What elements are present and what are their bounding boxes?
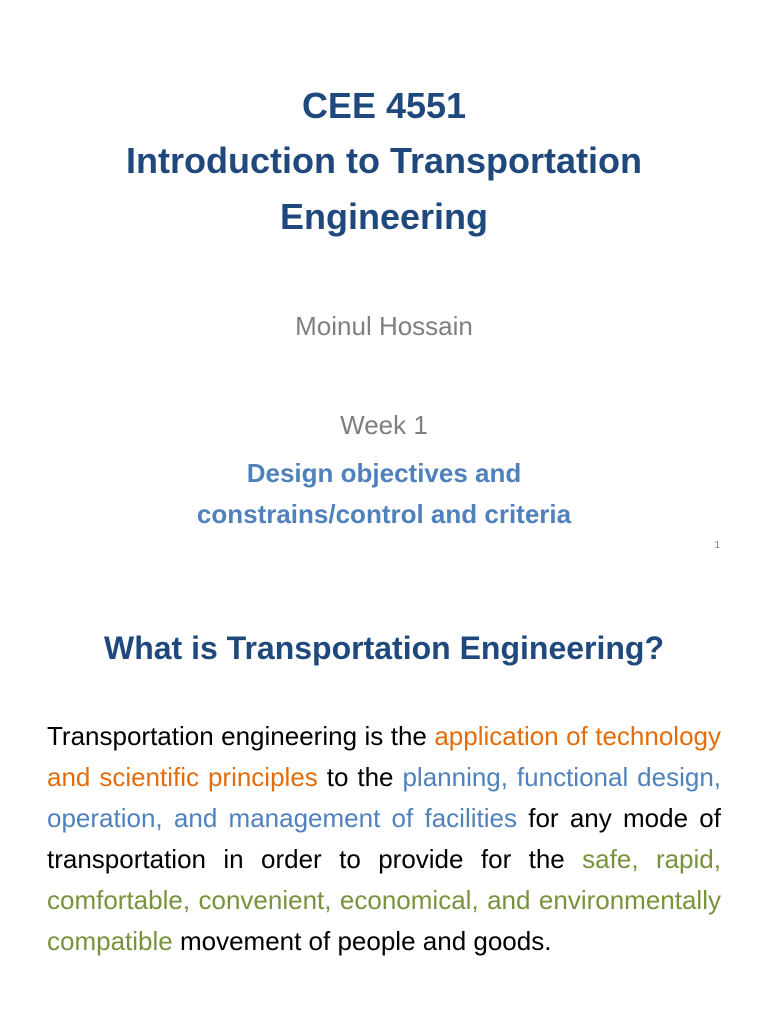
course-title-line-2: Engineering bbox=[279, 196, 489, 237]
definition-highlight-qualities: safe, rapid, comfortable, convenient, economical, and environmentally compatible bbox=[47, 844, 721, 956]
definition-highlight-application: application of technology and scientific principles bbox=[47, 721, 721, 792]
course-title-line-1: Introduction to Transportation bbox=[126, 140, 642, 181]
page-number: 1 bbox=[714, 540, 720, 551]
topic-line-1: Design objectives and bbox=[246, 458, 522, 488]
definition-highlight-activities: planning, functional design, operation, and management of facilities bbox=[47, 762, 722, 833]
definition-text-1: Transportation engineering is the bbox=[47, 721, 435, 751]
definition-text-3: for any mode of transportation in order to provide for the bbox=[47, 803, 721, 874]
definition-text-2: to the bbox=[317, 762, 403, 792]
definition-paragraph bbox=[47, 716, 721, 962]
topic-line-2: constrains/control and criteria bbox=[196, 499, 572, 529]
slide-2 bbox=[0, 576, 768, 1024]
author-name: Moinul Hossain bbox=[295, 311, 473, 341]
course-code: CEE 4551 bbox=[301, 85, 467, 126]
definition-text-4: movement of people and goods. bbox=[172, 926, 552, 956]
slide-title: What is Transportation Engineering? bbox=[103, 630, 665, 666]
week-label: Week 1 bbox=[340, 410, 428, 440]
